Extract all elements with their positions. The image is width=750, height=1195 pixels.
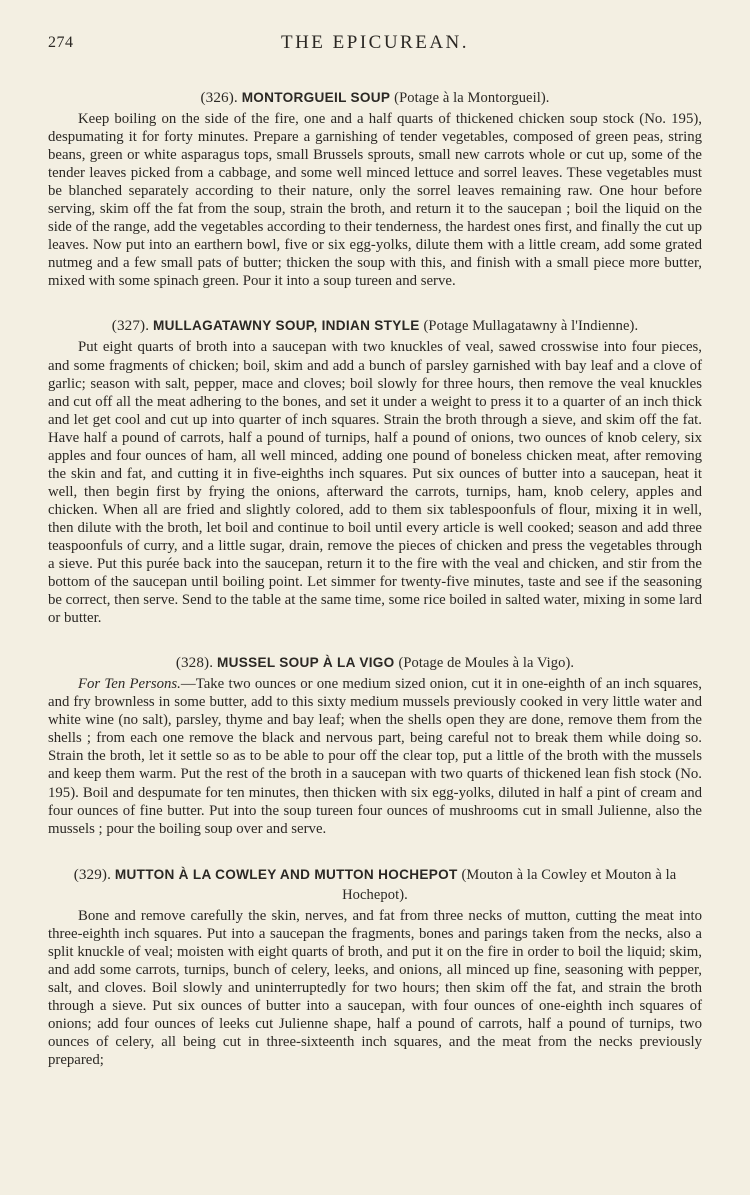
recipe-number: (327). [111,317,150,335]
recipe-body [48,338,702,627]
recipe-lead: For Ten Persons. [78,676,181,693]
recipe-body [48,110,702,290]
recipe-329 [48,865,702,1069]
recipe-body [48,675,702,837]
recipe-title [48,88,702,108]
section-gap [48,627,702,653]
recipe-number: (329). [73,865,111,883]
recipe-text: Keep boiling on the side of the fire, one and a half quarts of thickened chicken soup stock (No. 195), despumating it for forty minutes. Prepare a garnishing of tender vegetables, composed of green peas, string beans, green or white asparagus tops, small Brussels sprouts, small new carrots whole or cut up, some of the tender leaves picked from a cabbage, and some well minced lettuce and sorrel leaves. These vegetables must be blanched separately according to their nature, only the sorrel leaves remaining raw. One hour before serving, skim off the fat from the soup, strain the broth, and return it to the saucepan ; boil the liquid on the side of the range, add the vegetables according to their tenderness, the hardest ones first, and finally the cut up leaves. Now put into an earthern bowl, five or six egg-yolks, dilute them with a little cream, add some grated nutmeg and a few small pats of butter; thicken the soup with this, and finish with a small piece more butter, mixed with some spinach green. Pour it into a soup tureen and serve. [48,111,702,290]
recipe-328 [48,653,702,837]
recipe-text: Put eight quarts of broth into a saucepan with two knuckles of veal, sawed crosswise into four pieces, and some fragments of chicken; boil, skim and add a bunch of parsley garnished with bay leaf and a clove of garlic; season with salt, pepper, mace and cloves; boil slowly for three hours, then remove the veal knuckles and cut off all the meat adhering to the bones, and set it under a weight to press it to a quarter of an inch thick and let get cool and cut up into quarter of inch squares. Strain the broth through a sieve, and skim off the fat. Have half a pound of carrots, half a pound of turnips, half a pound of onions, two ounces of knob celery, six apples and four ounces of ham, all well minced, adding one pound of boneless chicken meat, after removing the skin and fat, and cutting it in five-eighths inch squares. Put six ounces of butter into a saucepan, heat it well, then begin first by frying the onions, afterward the carrots, turnips, ham, knob celery, apples and chicken. When all are fried and slightly colored, add to them six tablespoonfuls of flour, mixing it in well, then dilute with the broth, let boil and continue to boil until every article is well cooked; season and add three teaspoonfuls of curry, and a little sugar, drain, remove the pieces of chicken and press the vegetables through a sieve. Put this purée back into the saucepan, return it to the fire with the veal and chicken, and stir from the bottom of the saucepan until boiling point. Let simmer for twenty-five minutes, taste and see if the seasoning be correct, then serve. Send to the table at the same time, some rice boiled in salted water, mixing in some lard or butter. [48,339,702,627]
recipe-name: MONTORGUEIL SOUP [241,90,391,105]
recipe-body [48,907,702,1069]
recipe-name: MULLAGATAWNY SOUP, INDIAN STYLE [153,318,420,334]
recipe-french-name: (Potage de Moules à la Vigo). [398,655,575,672]
section-gap [48,290,702,316]
recipe-name: MUTTON À LA COWLEY AND MUTTON HOCHEPOT [114,866,458,882]
recipe-number: (328). [175,654,214,672]
page-number: 274 [48,34,74,51]
recipe-title [48,653,702,673]
recipe-number: (326). [200,89,238,106]
recipe-name: MUSSEL SOUP À LA VIGO [217,655,395,671]
recipe-text: —Take two ounces or one medium sized onion, cut it in one-eighth of an inch squares, and fry brownless in some butter, add to this sixty medium mussels previously cooked in very little water and white wine (no salt), parsley, thyme and bay leaf; when the shells open they are done, remove them from the shells ; from each one remove the black and nervous part, being careful not to break them while doing so. Strain the broth, let it settle so as to be able to pour off the clear top, put a little of the broth with the mussels and keep them warm. Put the rest of the broth in a saucepan with two quarts of thickened lean fish stock (No. 195). Boil and despumate for ten minutes, then thicken with six egg-yolks, diluted in half a pint of cream and four ounces of fine butter. Put into the soup tureen four ounces of mushrooms cut in small Julienne, also the mussels ; pour the boiling soup over and serve. [48,676,702,837]
section-gap [48,838,702,865]
recipe-french-name: (Potage à la Montorgueil). [394,90,550,106]
recipe-french-name: (Mouton à la Cowley et Mouton à la Hochepot). [342,866,677,903]
running-title: THE EPICUREAN. [280,32,470,53]
recipe-title [48,316,702,336]
recipe-text: Bone and remove carefully the skin, nerves, and fat from three necks of mutton, cutting the meat into three-eighth inch squares. Put into a saucepan the fragments, bones and parings taken from the necks, also a split knuckle of veal; moisten with eight quarts of broth, and put it on the fire in order to boil the liquid; skim, and add some carrots, turnips, bunch of celery, leeks, and onions, all minced up fine, seasoning with pepper, salt, and cloves. Boil slowly and uninterruptedly for two hours; then skim off the fat, and strain the broth through a sieve. Put six ounces of butter into a saucepan, with four ounces of one-eighth inch squares of onions; add four ounces of leeks cut Julienne shape, half a pound of carrots, half a pound of turnips, two ounces of celery, all being cut in three-sixteenth inch squares, and the meat from the necks previously prepared; [48,907,702,1069]
running-head [48,30,702,60]
recipe-french-name: (Potage Mullagatawny à l'Indienne). [423,318,639,335]
recipe-title [48,865,702,905]
recipe-327 [48,316,702,627]
recipe-326 [48,88,702,290]
